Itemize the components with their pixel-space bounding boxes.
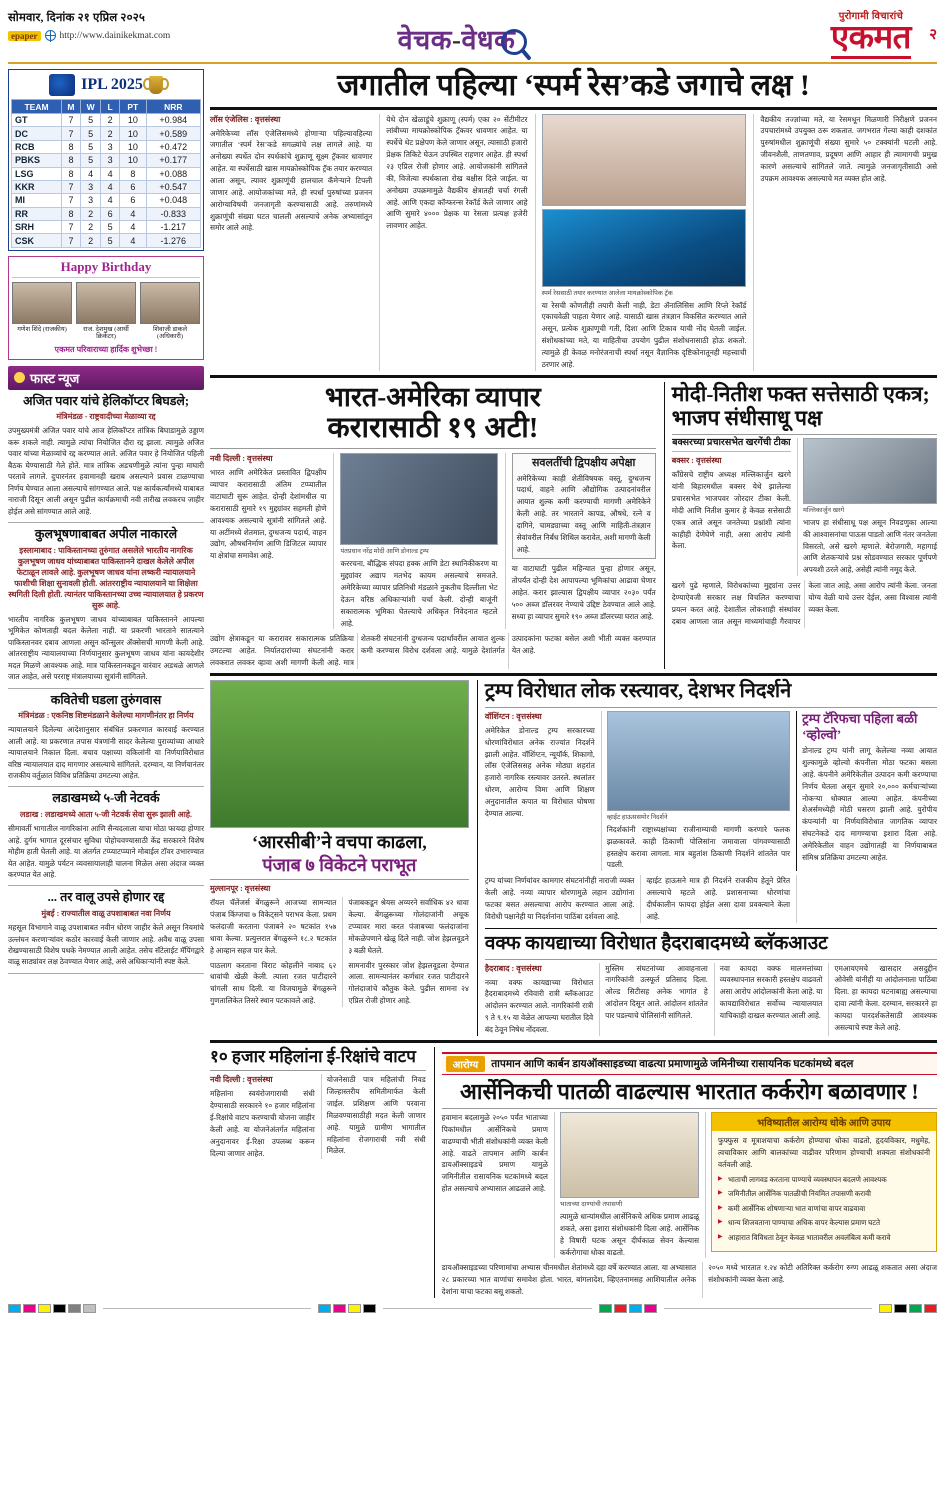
trade-sidebar <box>512 453 656 559</box>
table-row <box>12 167 201 180</box>
ipl-team: SRH <box>12 221 62 234</box>
fast-news-item-sub: मुंबई : राज्यातील वाळू उपशाबाबत नवा निर्णय <box>41 909 171 919</box>
ipl-team: KKR <box>12 180 62 193</box>
logo-underline <box>831 56 911 59</box>
fast-news-item-title: लडाखमध्ये ५-जी नेटवर्क <box>52 791 160 806</box>
article-arsenic <box>434 1047 937 1298</box>
photo-caption: मल्लिकार्जुन खरगे <box>802 506 845 514</box>
ipl-title: IPL 2025 <box>81 76 143 93</box>
ipl-nrr: -0.833 <box>146 207 200 220</box>
ipl-w: 5 <box>80 154 100 167</box>
colorbar-group-left <box>8 1304 96 1313</box>
divider <box>485 959 937 960</box>
headline-cricket-line2: पंजाब ७ विकेटने पराभूत <box>262 854 417 875</box>
photo-cricket-match <box>210 680 469 828</box>
article-paragraph: वैद्यकीय तज्ज्ञांच्या मते, या रेसमधून मिळणारी निरीक्षणे प्रजनन उपचारांमध्ये उपयुक्त ठरू शकतात. जगभरात गेल्या काही दशकांत पुरुषांमधील शुक्राणूंची संख्या सुमारे ५० टक्क्यांनी घटली आहे. जीवनशैली, ताणतणाव, प्रदूषण आणि आहार ही त्यामागची प्रमुख कारणे असल्याचे सांगितले जाते. त्यामुळे जनजागृतीसाठी असे उपक्रम आवश्यक असल्याचे मत व्यक्त होत आहे. <box>760 114 937 183</box>
photo-rice-grains <box>560 1112 699 1198</box>
ipl-col-pt: PT <box>120 100 147 114</box>
article-paragraph: नवा कायदा वक्फ मालमत्तांच्या व्यवस्थापनात सरकारी हस्तक्षेप वाढवतो असा आरोप आंदोलकांनी केला आहे. या कायद्याविरोधात सर्वोच्च न्यायालयात याचिकाही दाखल करण्यात आली आहे. <box>719 963 823 1020</box>
color-swatch <box>924 1304 937 1313</box>
headline-waqf: वक्फ कायद्याच्या विरोधात हैदराबादमध्ये ब्लॅकआउट <box>484 932 828 954</box>
trophy-icon <box>149 76 163 94</box>
headline-trump: ट्रम्प विरोधात लोक रस्त्यावर, देशभर निदर्शने <box>484 679 792 702</box>
table-row <box>12 194 201 207</box>
fast-news-item-sub: मंत्रिमंडळ - राष्ट्रवादीच्या मेळाव्या रद्द <box>56 412 156 422</box>
ipl-w: 2 <box>80 221 100 234</box>
ipl-w: 3 <box>80 180 100 193</box>
ipl-nrr: +0.984 <box>146 114 200 127</box>
list-item[interactable] <box>8 523 204 688</box>
list-item: ▶ जमिनीतील आर्सेनिक पातळीची नियमित तपासणी करावी <box>718 1189 930 1201</box>
ipl-pt: 4 <box>120 234 147 247</box>
health-tips-title: भविष्यातील आरोग्य धोके आणि उपाय <box>712 1113 936 1131</box>
section-title-dash: - <box>452 25 462 55</box>
ipl-pt: 4 <box>120 207 147 220</box>
page-content <box>8 69 937 1298</box>
color-swatch <box>53 1304 66 1313</box>
article-paragraph: योजनेसाठी पात्र महिलांची निवड जिल्हास्तरीय समितीमार्फत केली जाईल. प्रशिक्षण आणि परवाना मिळवण्यासाठीही मदत केली जाणार आहे. यामुळे ग्रामीण भागातील महिलांना रोजगाराची नवी संधी मिळेल. <box>326 1075 426 1156</box>
birthday-name: शिवाजी डाकले (अधिकारी) <box>152 325 188 341</box>
ipl-nrr: +0.048 <box>146 194 200 207</box>
color-swatch <box>599 1304 612 1313</box>
byline: नवी दिल्ली : वृत्तसंस्था <box>210 454 273 464</box>
color-swatch <box>318 1304 331 1313</box>
list-item: ▶ कमी आर्सेनिक शोषणाऱ्या भात वाणांचा वापर वाढवावा <box>718 1204 930 1216</box>
photo-white-house-protest <box>607 711 790 811</box>
ipl-nrr: +0.088 <box>146 167 200 180</box>
list-item[interactable] <box>8 886 204 974</box>
color-swatch <box>23 1304 36 1313</box>
ipl-team: LSG <box>12 167 62 180</box>
list-item <box>12 282 72 341</box>
ipl-header <box>11 72 201 99</box>
table-row <box>12 207 201 220</box>
article-paragraph: कररचना, बौद्धिक संपदा हक्क आणि डेटा स्थानिकीकरण या मुद्द्यांवर अद्याप मतभेद कायम असल्याचे समजते. अमेरिकेच्या व्यापार प्रतिनिधी मंडळाने नुकतीच दिल्लीला भेट देऊन वरिष्ठ अधिकाऱ्यांशी चर्चा केली. दोन्ही बाजूंनी सकारात्मक भूमिका घेतल्याचे अधिकृत निवेदनात म्हटले आहे. <box>340 559 498 628</box>
birthday-title: Happy Birthday <box>12 259 200 278</box>
arsenic-box-footer: २०५० मध्ये भारतात १.२४ कोटी अतिरिक्त कर्करोग रुग्ण आढळू शकतात असा अंदाज संशोधकांनी व्यक्त केला आहे. <box>708 1263 937 1285</box>
birthday-name: गणेश शिंदे (राजकीय) <box>17 325 67 333</box>
ipl-m: 7 <box>62 221 81 234</box>
divider <box>103 1308 311 1309</box>
article-paragraph: निदर्शकांनी राष्ट्राध्यक्षांच्या राजीनाम्याची मागणी करणारे फलक झळकावले. काही ठिकाणी पोलिसांना जमावाला पांगवण्यासाठी हस्तक्षेप करावा लागला. मात्र बहुतांश ठिकाणी निदर्शने शांततेत पार पडली. <box>606 824 791 870</box>
section-title <box>398 20 516 57</box>
article-paragraph: महिलांना स्वयंरोजगाराची संधी देण्यासाठी सरकारने १० हजार महिलांना ई-रिक्षांचे वाटप करण्याची योजना जाहीर केली आहे. या योजनेअंतर्गत महिलांना अनुदानावर ई-रिक्षा उपलब्ध करून दिल्या जाणार आहेत. <box>210 1089 315 1158</box>
ipl-logo-icon <box>49 74 75 96</box>
headline-trade-line1: भारत-अमेरिका व्यापार <box>324 381 541 412</box>
globe-icon <box>45 30 56 41</box>
article-india-us-trade <box>210 382 656 669</box>
article-waqf-blackout <box>485 933 937 1036</box>
table-row <box>12 234 201 247</box>
list-item: ▶ धान्य शिजवताना पाण्याचा अधिक वापर केल्यास प्रमाण घटते <box>718 1218 930 1230</box>
ipl-m: 8 <box>62 154 81 167</box>
epaper-url: http://www.dainikekmat.com <box>59 30 171 41</box>
list-item[interactable] <box>8 689 204 788</box>
ipl-l: 4 <box>101 180 120 193</box>
photo-caption: स्पर्म रेससाठी तयार करण्यात आलेला मायक्रोस्कोपिक ट्रॅक <box>541 289 673 297</box>
color-swatch <box>894 1304 907 1313</box>
ipl-w: 4 <box>80 167 100 180</box>
colorbar-group-mid2 <box>599 1304 657 1313</box>
byline: लॉस एंजेलिस : वृत्तसंस्था <box>210 114 281 124</box>
ipl-pt: 8 <box>120 167 147 180</box>
ipl-m: 7 <box>62 127 81 140</box>
birthday-name: राज. देशमुख (आर्थी क्रिकेटर) <box>83 325 129 341</box>
table-row <box>12 221 201 234</box>
color-swatch <box>879 1304 892 1313</box>
byline: हैदराबाद : वृत्तसंस्था <box>484 963 542 973</box>
headline-modi-nitish: मोदी-नितीश फक्त सत्तेसाठी एकत्र; भाजप संधीसाधू पक्ष <box>671 381 930 430</box>
divider <box>210 673 937 676</box>
publication-date: सोमवार, दिनांक २१ एप्रिल २०२५ <box>8 12 146 24</box>
page-number: २ <box>929 27 937 43</box>
article-e-rickshaw <box>210 1047 426 1298</box>
health-strip <box>442 1052 937 1075</box>
article-paragraph: या वाटाघाटी पुढील महिन्यात पुन्हा होणार असून, तोपर्यंत दोन्ही देश आपापल्या भूमिकांचा आढावा घेणार आहेत. करार झाल्यास द्विपक्षीय व्यापार २०३० पर्यंत ५०० अब्ज डॉलरवर नेण्याचे उद्दिष्ट ठेवण्यात आले आहे. सध्या हा व्यापार सुमारे १९० अब्ज डॉलरच्या घरात आहे. <box>511 564 656 621</box>
article-paragraph: हवामान बदलामुळे २०५० पर्यंत भाताच्या पिकांमधील आर्सेनिकचे प्रमाण वाढण्याची भीती संशोधकांनी व्यक्त केली आहे. वाढते तापमान आणि कार्बन डायऑक्साइडचे प्रमाण यामुळे जमिनीतील रासायनिक घटकांमध्ये बदल होत असल्याचे अभ्यासात आढळले आहे. <box>441 1113 548 1194</box>
divider <box>210 879 469 880</box>
photo-caption: व्हाईट हाऊससमोर निदर्शने <box>606 813 668 821</box>
article-paragraph: भाजप हा संधीसाधू पक्ष असून निवडणुका आल्या की आश्वासनांचा पाऊस पाडतो आणि नंतर जनतेला विसरतो, असे खरगे म्हणाले. बेरोजगारी, महागाई आणि शेतकऱ्यांचे प्रश्न सोडवण्यात सरकार पूर्णपणे अपयशी ठरले आहे, असेही त्यांनी नमूद केले. <box>802 517 937 575</box>
color-swatch <box>909 1304 922 1313</box>
article-lead-sperm-race <box>210 69 937 371</box>
page-title: जगातील पहिल्या ‘स्पर्म रेस’कडे जगाचे लक्ष ! <box>337 69 810 102</box>
color-swatch <box>363 1304 376 1313</box>
photo-caption: पंतप्रधान नरेंद्र मोदी आणि डोनाल्ड ट्रम्प <box>340 548 429 556</box>
article-paragraph: भारत आणि अमेरिकेत प्रस्तावित द्विपक्षीय व्यापार करारासाठी अंतिम टप्प्यातील वाटाघाटी सुरू आहेत. दोन्ही देशांमधील या करारासाठी सुमारे १९ मुद्द्यांवर सहमती होणे आवश्यक असल्याचे सूत्रांनी सांगितले आहे. या अटींमध्ये शेतमाल, दुग्धजन्य पदार्थ, वाहन उद्योग, औषधनिर्माण आणि डिजिटल व्यापार या क्षेत्रांचा समावेश आहे. <box>210 468 327 561</box>
section-title-part1: वेचक <box>397 25 453 55</box>
fast-news-item-sub: मंत्रिमंडळ : एकनिष्ठ शिष्टमंडळाने केलेल्या मागणीनंतर हा निर्णय <box>18 711 194 721</box>
fast-news-item-body: सीमावर्ती भागातील नागरिकांना आणि सैन्यदलाला याचा मोठा फायदा होणार आहे. दुर्गम भागात दूरसंचार सुविधा पोहोचवण्यासाठी केंद्र सरकारने विशेष मोहीम हाती घेतली आहे. या अंतर्गत टप्प्याटप्प्याने मोबाईल टॉवर उभारण्यात येत आहेत. यामुळे पर्यटन व्यवसायालाही चालना मिळेल असा अंदाज व्यक्त करण्यात येत आहे. <box>8 824 204 879</box>
list-item: ▶ आहारात विविधता ठेवून केवळ भातावरील अवलंबित्व कमी करावे <box>718 1233 930 1245</box>
trade-sidebar-body: अमेरिकेच्या काही शेतीविषयक वस्तू, दुग्धजन्य पदार्थ, वाहने आणि औद्योगिक उत्पादनांवरील आयात शुल्क कमी करण्याची मागणी अमेरिकेने केली आहे. तर भारताने कापड, औषधे, रत्ने व दागिने, चामड्याच्या वस्तू आणि माहिती-तंत्रज्ञान सेवांवरील निर्बंध शिथिल करावेत, अशी मागणी केली आहे. <box>516 473 651 554</box>
ipl-nrr: +0.177 <box>146 154 200 167</box>
divider <box>672 434 937 435</box>
photo-modi-trump <box>340 453 497 545</box>
masthead-tagline: पुरोगामी विचारांचे <box>838 11 904 22</box>
list-item[interactable] <box>8 390 204 523</box>
fast-news-item-body: महसूल विभागाने वाळू उपशाबाबत नवीन धोरण जाहीर केले असून नियमांचे उल्लंघन करणाऱ्यांवर कठोर कारवाई केली जाणार आहे. अवैध वाळू उपसा रोखण्यासाठी विशेष पथके नेमण्यात आली आहेत. तसेच सॅटेलाईट मॅपिंगद्वारे वाळू साठ्यांवर लक्ष ठेवण्यात येणार आहे, असे अधिकाऱ्यांनी स्पष्ट केले. <box>8 923 204 967</box>
divider <box>664 1308 872 1309</box>
color-swatch <box>8 1304 21 1313</box>
birthday-people <box>12 282 200 341</box>
birthday-footer: एकमत परिवाराच्या हार्दिक शुभेच्छा ! <box>54 344 158 354</box>
article-paragraph: मुस्लिम संघटनांच्या आवाहनाला नागरिकांनी उत्स्फूर्त प्रतिसाद दिला. ओल्ड सिटीसह अनेक भागांत हे आंदोलन दिसून आले. आंदोलन शांततेत पार पडल्याचे पोलिसांनी सांगितले. <box>605 963 708 1020</box>
fast-news-item-title: ... तर वालू उपसे होणार रद्द <box>47 890 165 905</box>
photo-kharge <box>803 438 937 504</box>
avatar <box>76 282 136 324</box>
divider <box>210 1040 937 1043</box>
ipl-m: 7 <box>62 114 81 127</box>
left-rail <box>8 69 204 1298</box>
article-paragraph: उद्योग क्षेत्राकडून या करारावर सकारात्मक प्रतिक्रिया उमटल्या आहेत. निर्यातदारांच्या संघटनांनी करार लवकरात लवकर व्हावा अशी मागणी केली आहे. मात्र शेतकरी संघटनांनी दुग्धजन्य पदार्थांवरील आयात शुल्क कमी करण्यास विरोध दर्शवला आहे. यामुळे देशांतर्गत उत्पादकांना फटका बसेल अशी भीती व्यक्त करण्यात येत आहे. <box>210 634 656 668</box>
ipl-col-m: M <box>62 100 81 114</box>
ipl-l: 5 <box>101 234 120 247</box>
main-column <box>210 69 937 1298</box>
list-item <box>140 282 200 341</box>
trade-sidebar-title: सवलतींची द्विपक्षीय अपेक्षा <box>531 457 636 470</box>
ipl-pt: 10 <box>120 114 147 127</box>
ipl-table <box>11 99 201 248</box>
section-banner <box>238 6 687 57</box>
article-paragraph: खरगे पुढे म्हणाले, विरोधकांच्या मुद्द्यांना उत्तर देण्याऐवजी सरकार लक्ष विचलित करण्याचा प्रयत्न करत आहे. देशातील लोकशाही संस्थांवर दबाव आणला जात असून माध्यमांचाही गैरवापर केला जात आहे, असा आरोप त्यांनी केला. जनता योग्य वेळी याचे उत्तर देईल, असा विश्वास त्यांनी व्यक्त केला. <box>671 581 937 626</box>
list-item: ▶ भाताची लागवड करताना पाण्याचे व्यवस्थापन बदलणे आवश्यक <box>718 1175 930 1187</box>
fast-news-item-sub: लडाख : लडाखमध्ये आता ५-जी नेटवर्क सेवा सुरू झाली आहे. <box>19 810 193 820</box>
colorbar-group-mid <box>318 1304 376 1313</box>
fast-news-item-title: अजित पवार यांचे हेलिकॉप्टर बिघडले; <box>22 393 190 408</box>
ipl-m: 8 <box>62 167 81 180</box>
fast-news-item-title: कवितेची घडला तुरुंगवास <box>50 692 162 707</box>
ipl-m: 8 <box>62 207 81 220</box>
article-modi-nitish <box>664 382 937 669</box>
ipl-l: 4 <box>101 194 120 207</box>
ipl-l: 6 <box>101 207 120 220</box>
article-paragraph: डोनाल्ड ट्रम्प यांनी लागू केलेल्या नव्या आयात शुल्कामुळे व्होल्वो कंपनीला मोठा फटका बसला आहे. कंपनीने अमेरिकेतील उत्पादन कमी करण्याचा निर्णय घेतला असून सुमारे २०,००० कर्मचाऱ्यांच्या नोकऱ्या धोक्यात आल्या आहेत. कंपनीच्या शेअर्समध्येही मोठी घसरण झाली आहे. युरोपीय कंपन्यांनी या निर्णयाविरोधात जागतिक व्यापार संघटनेकडे दाद मागण्याचा इशारा दिला आहे. अमेरिकेतील वाहन उद्योगातही या निर्णयाबाबत संमिश्र प्रतिक्रिया उमटल्या आहेत. <box>802 746 937 862</box>
ipl-w: 2 <box>80 207 100 220</box>
newspaper-logo: एकमत <box>830 20 911 56</box>
ipl-team: CSK <box>12 234 62 247</box>
colorbar-group-right <box>879 1304 937 1313</box>
color-swatch <box>68 1304 81 1313</box>
ipl-l: 5 <box>101 221 120 234</box>
ipl-team: MI <box>12 194 62 207</box>
divider <box>210 375 937 378</box>
ipl-col-w: W <box>80 100 100 114</box>
fast-news-header <box>8 366 204 390</box>
ipl-w: 5 <box>80 140 100 153</box>
fast-news-title: फास्ट न्यूज <box>30 370 80 386</box>
divider <box>383 1308 591 1309</box>
ipl-col-l: L <box>101 100 120 114</box>
article-trump-protests <box>477 680 937 1036</box>
article-paragraph: एमआयएमचे खासदार असदुद्दीन ओवेसी यांनीही या आंदोलनाला पाठिंबा दिला. हा कायदा घटनाबाह्य असल्याचा दावा त्यांनी केला. दरम्यान, सरकारने हा कायदा पारदर्शकतेसाठी आवश्यक असल्याचे स्पष्ट केले आहे. <box>834 963 937 1032</box>
ipl-pt: 6 <box>120 194 147 207</box>
divider <box>210 448 656 449</box>
ipl-nrr: -1.276 <box>146 234 200 247</box>
ipl-team: GT <box>12 114 62 127</box>
ipl-m: 8 <box>62 140 81 153</box>
fast-news-item-title: कुलभूषणाबाबत अपील नाकारले <box>34 527 178 542</box>
ipl-m: 7 <box>62 194 81 207</box>
ipl-pt: 10 <box>120 140 147 153</box>
byline: मुल्लानपूर : वृत्तसंस्था <box>210 884 271 894</box>
ipl-pt: 10 <box>120 127 147 140</box>
epaper-badge: epaper <box>8 31 41 41</box>
ipl-l: 3 <box>101 140 120 153</box>
article-paragraph: व्हाईट हाऊसने मात्र ही निदर्शने राजकीय हेतूने प्रेरित असल्याचे म्हटले आहे. प्रशासनाच्या धोरणांचा दीर्घकालीन फायदा होईल असा दावा प्रवक्त्याने केला आहे. <box>646 876 791 921</box>
byline: नवी दिल्ली : वृत्तसंस्था <box>210 1075 273 1085</box>
color-swatch <box>644 1304 657 1313</box>
headline-arsenic: आर्सेनिकची पातळी वाढल्यास भारतात कर्करोग बळावणार ! <box>460 1078 919 1104</box>
ipl-table-header-row <box>12 100 201 114</box>
print-registration-colorbar <box>8 1304 937 1313</box>
color-swatch <box>333 1304 346 1313</box>
ipl-m: 7 <box>62 234 81 247</box>
fast-news-item-body: उपमुख्यमंत्री अजित पवार यांचे आज हेलिकॉप्टर तांत्रिक बिघाडामुळे उड्डाण करू शकले नाही. त्यामुळे त्यांचा नियोजित दौरा रद्द झाला. त्यामुळे अजित पवार यांच्या मेळाव्यांचे रद्द करण्यात आले. अजित पवार हे नियोजित पहिली बैठक घेण्यासाठी गेले होते. मात्र तांत्रिक अडचणीमुळे त्यांना पुन्हा माघारी परतावे लागले. दुपारनंतर हवामानही खराब असल्याने प्रवास टाळण्याचा निर्णय घेण्यात आला असल्याचे सांगण्यात आले. पक्ष कार्यकर्त्यांमध्ये याबाबत नाराजी दिसून आली असून पुढील कार्यक्रमाची नवी तारीख लवकरच जाहीर होईल असे सांगण्यात आले आहे. <box>8 426 204 516</box>
fast-news-item-sub: इस्लामाबाद : पाकिस्तानच्या तुरुंगात असलेले भारतीय नागरिक कुलभूषण जाधव यांच्याबाबत पाकिस्तानने दाखल केलेले अपील फेटाळून लावले आहे. कुलभूषण जाधव यांना लष्करी न्यायालयाने फाशीची शिक्षा सुनावली होती. आंतरराष्ट्रीय न्यायालयाने या शिक्षेला स्थगिती दिली होती. त्यानंतर पाकिस्तानच्या उच्च न्यायालयात हे प्रकरण सुरू आहे. <box>8 545 204 610</box>
photo-sperm-track <box>542 209 747 287</box>
divider <box>210 1070 426 1071</box>
health-tips-box <box>711 1112 937 1252</box>
modi-sub-title: बक्सरच्या प्रचारसभेत खरगेंची टीका <box>672 438 791 452</box>
ipl-pt: 6 <box>120 180 147 193</box>
article-paragraph: अमेरिकेच्या लॉस एंजेलिसमध्ये होणाऱ्या पहिल्यावहिल्या जगातील ‘स्पर्म रेस’कडे सगळ्यांचे लक्ष लागले आहे. या अनोख्या स्पर्धेत दोन स्पर्धकांचे शुक्राणू सूक्ष्म ट्रॅकवर धावणार आहेत. या स्पर्धेसाठी खास मायक्रोस्कोपिक ट्रॅक तयार करण्यात आला असून, त्यावर शुक्राणूंची हालचाल कॅमेऱ्याने टिपली जाणार आहे. आयोजकांच्या मते, ही स्पर्धा पुरुषांच्या प्रजनन आरोग्याविषयी जनजागृती करण्यासाठी आहे. तरुणांमध्ये शुक्राणूंची संख्या घटत चालली असल्याचे अनेक अभ्यासांतून समोर आले आहे. <box>210 128 373 233</box>
color-swatch <box>83 1304 96 1313</box>
ipl-l: 4 <box>101 167 120 180</box>
ipl-m: 7 <box>62 180 81 193</box>
article-paragraph: ट्रम्प यांच्या निर्णयांवर कामगार संघटनांनीही नाराजी व्यक्त केली आहे. नव्या व्यापार धोरणामुळे लहान उद्योगांना फटका बसत असल्याचा आरोप करण्यात आला आहे. विरोधी पक्षानेही या निदर्शनांना पाठिंबा दर्शवला आहे. <box>484 876 635 921</box>
divider <box>442 1108 937 1109</box>
divider <box>485 707 937 708</box>
article-paragraph: पंजाबकडून श्रेयस अय्यरने सर्वाधिक ४२ धावा केल्या. बेंगळुरूच्या गोलंदाजांनी अचूक टप्प्यावर मारा करत पंजाबच्या फलंदाजांना मोकळेपणाने खेळू दिले नाही. जोश हेझलवूडने ३ बळी घेतले. <box>348 898 469 955</box>
table-row <box>12 180 201 193</box>
article-paragraph: त्यामुळे धान्यांमधील आर्सेनिकचे अधिक प्रमाण आढळू शकते, असा इशारा संशोधकांनी दिला आहे. आर्सेनिक हे विषारी घटक असून दीर्घकाळ सेवन केल्यास कर्करोगाचा धोका वाढतो. <box>559 1212 699 1257</box>
ipl-col-team: TEAM <box>12 100 62 114</box>
article-paragraph: रॉयल चॅलेंजर्स बेंगळुरूने आजच्या सामन्यात पंजाब किंग्जचा ७ विकेट्सने पराभव केला. प्रथम फलंदाजी करताना पंजाबने २० षटकांत १५७ धावा केल्या. प्रत्युत्तरात बेंगळुरूने १८.२ षटकांत हे आव्हान सहज पार केले. <box>210 898 337 955</box>
ipl-nrr: +0.547 <box>146 180 200 193</box>
section-title-part2: वेधक <box>461 25 516 55</box>
table-row <box>12 154 201 167</box>
photo-caption: भाताच्या दाण्यांची तपासणी <box>559 1201 623 1209</box>
ipl-w: 5 <box>80 114 100 127</box>
epaper-link[interactable] <box>8 30 238 41</box>
byline: बक्सर : वृत्तसंस्था <box>671 456 722 466</box>
health-tips-intro: फुफ्फुस व मूत्राशयाचा कर्करोग होण्याचा धोका वाढतो, हृदयविकार, मधुमेह, त्वचाविकार आणि बालकांच्या वाढीवर परिणाम होण्याची शक्यता संशोधकांनी वर्तवली आहे. <box>718 1136 930 1169</box>
byline: वॉशिंग्टन : वृत्तसंस्था <box>484 711 542 721</box>
masthead-left <box>8 6 238 41</box>
masthead <box>8 6 937 64</box>
ipl-points-table <box>8 69 204 251</box>
ipl-w: 2 <box>80 234 100 247</box>
fast-news-item-body: न्यायालयाने दिलेल्या आदेशानुसार संबंधित प्रकरणात कारवाई करण्यात आली आहे. या प्रकरणात तपास यंत्रणांनी सादर केलेल्या पुराव्यांच्या आधारे न्यायालयाने निकाल दिला. बचाव पक्षाच्या वकिलांनी या निर्णयाविरोधात वरिष्ठ न्यायालयात दाद मागणार असल्याचे सांगितले. दरम्यान, या निर्णयानंतर राजकीय वर्तुळात विविध प्रतिक्रिया उमटल्या आहेत. <box>8 725 204 780</box>
photo-sperm-race-people <box>542 114 747 206</box>
divider <box>210 107 937 110</box>
birthday-box <box>8 256 204 360</box>
ipl-nrr: +0.472 <box>146 140 200 153</box>
health-tips-list <box>718 1175 930 1245</box>
ipl-nrr: +0.589 <box>146 127 200 140</box>
table-row <box>12 127 201 140</box>
ipl-team: DC <box>12 127 62 140</box>
bullet-icon <box>14 372 25 383</box>
article-paragraph: डायऑक्साइडच्या परिणामांचा अभ्यास चीनमधील शेतांमध्ये दहा वर्षे करण्यात आला. या अभ्यासात २८ प्रकारच्या भात वाणांचा समावेश होता. भारत, बांगलादेश, व्हिएतनामसह आशियातील अनेक देशांना याचा फटका बसू शकतो. <box>441 1263 697 1297</box>
ipl-pt: 10 <box>120 154 147 167</box>
article-paragraph: अमेरिकेत डोनाल्ड ट्रम्प सरकारच्या धोरणांविरोधात अनेक राज्यांत निदर्शने झाली आहेत. वॉशिंग्टन, न्यूयॉर्क, शिकागो, लॉस एंजेलिससह अनेक मोठ्या शहरांत हजारो नागरिक रस्त्यावर उतरले. स्थलांतर धोरण, आरोग्य विमा आणि शिक्षण अनुदानातील कपात या विरोधात घोषणा देण्यात आल्या. <box>484 725 595 818</box>
color-swatch <box>348 1304 361 1313</box>
health-badge: आरोग्य <box>446 1056 486 1072</box>
ipl-nrr: -1.217 <box>146 221 200 234</box>
ipl-l: 3 <box>101 154 120 167</box>
ipl-w: 5 <box>80 127 100 140</box>
divider <box>485 928 937 929</box>
avatar <box>12 282 72 324</box>
headline-women-erickshaw: १० हजार महिलांना ई-रिक्षांचे वाटप <box>210 1046 416 1066</box>
article-paragraph: नव्या वक्फ कायद्याच्या विरोधात हैदराबादमध्ये रविवारी रात्री ब्लॅकआउट आंदोलन करण्यात आले. नागरिकांनी रात्री ९ ते ९.१५ या वेळेत आपल्या घरातील दिवे बंद ठेवून निषेध नोंदवला. <box>484 977 594 1034</box>
magnifier-icon <box>501 29 527 55</box>
table-row <box>12 140 201 153</box>
headline-cricket-line1: ‘आरसीबी’ने वचपा काढला, <box>251 831 427 852</box>
ipl-l: 2 <box>101 127 120 140</box>
ipl-col-nrr: NRR <box>146 100 200 114</box>
ipl-l: 2 <box>101 114 120 127</box>
article-paragraph: या रेसची कोणतीही तयारी केली नाही, डेटा ॲनालिसिस आणि रिप्ले रेकॉर्ड एकाचवेळी पाहता येणार आहे. यासाठी खास तंत्रज्ञान विकसित करण्यात आले असून, प्रत्येक शुक्राणूची गती, दिशा आणि टिकाव याची नोंद घेतली जाईल. संशोधकांच्या मते, या माहितीचा उपयोग पुढील संशोधनासाठी होऊ शकतो. त्यामुळे ही केवळ मनोरंजनाची स्पर्धा नसून वैज्ञानिक दृष्टिकोनातूनही महत्त्वाची ठरणार आहे. <box>541 300 747 369</box>
health-strip-text: तापमान आणि कार्बन डायऑक्साइडच्या वाढत्या प्रमाणामुळे जमिनीच्या रासायनिक घटकांमध्ये बदल <box>491 1058 854 1070</box>
ipl-team: PBKS <box>12 154 62 167</box>
list-item[interactable] <box>8 787 204 886</box>
ipl-w: 3 <box>80 194 100 207</box>
article-paragraph: पाठलाग करताना विराट कोहलीने नाबाद ६२ धावांची खेळी केली. त्याला रजत पाटीदारने चांगली साथ दिली. या विजयामुळे बेंगळुरूने गुणतालिकेत तिसरे स्थान पटकावले आहे. <box>210 960 337 1006</box>
table-row <box>12 114 201 127</box>
headline-volvo-sidebar: ट्रम्प टॅरिफचा पहिला बळी ‘व्होल्वो’ <box>802 710 918 742</box>
list-item <box>76 282 136 341</box>
article-paragraph: काँग्रेसचे राष्ट्रीय अध्यक्ष मल्लिकार्जुन खरगे यांनी बिहारमधील बक्सर येथे झालेल्या प्रचारसभेत भाजपवर जोरदार टीका केली. मोदी आणि नितीश कुमार हे केवळ सत्तेसाठी एकत्र आले असून जनतेच्या प्रश्नांशी त्यांना काहीही देणेघेणे नाही, असा आरोप त्यांनी केला. <box>671 470 791 551</box>
avatar <box>140 282 200 324</box>
color-swatch <box>629 1304 642 1313</box>
headline-trade-line2: करारासाठी १९ अटी! <box>327 411 539 444</box>
article-paragraph: येथे दोन खेळाडूंचे शुक्राणू (स्पर्म) एका २० सेंटीमीटर लांबीच्या मायक्रोस्कोपिक ट्रॅकवर धावणार आहेत. या स्पर्धेचे थेट प्रक्षेपण केले जाणार असून, त्यासाठी हजारो प्रेक्षक तिकिटे घेऊन उपस्थित राहणार आहेत. ही स्पर्धा २३ एप्रिल रोजी होणार आहे. आयोजकांनी सांगितले की, विजेत्या स्पर्धकाला रोख बक्षीस दिले जाईल. या अनोख्या उपक्रमामुळे वैद्यकीय क्षेत्रातही चर्चा रंगली आहे. आणि एकदा कॉन्फरन्स रेकॉर्ड केले जाणार आहे आणि सुमारे ४००० प्रेक्षक या रेसला प्रत्यक्ष हजेरी लावणार आहेत. <box>386 114 528 231</box>
article-rcb-punjab <box>210 680 469 1036</box>
fast-news-item-body: भारतीय नागरिक कुलभूषण जाधव यांच्याबाबत पाकिस्तानने आपल्या भूमिकेत कोणताही बदल केलेला नाही. या प्रकरणी भारताने सातत्याने पाकिस्तानवर दबाव आणला असून कॉन्सुलर ॲक्सेसची मागणी केली आहे. आंतरराष्ट्रीय न्यायालयाच्या निर्णयानुसार कुलभूषण जाधव यांना कायदेशीर मदत मिळणे आवश्यक आहे. मात्र पाकिस्तानकडून वारंवार अडथळे आणले जात आहेत, असे परराष्ट्र मंत्रालयाच्या सूत्रांनी सांगितले. <box>8 614 204 682</box>
masthead-right <box>687 6 937 59</box>
color-swatch <box>614 1304 627 1313</box>
ipl-team: RR <box>12 207 62 220</box>
ipl-pt: 4 <box>120 221 147 234</box>
article-paragraph: सामनावीर पुरस्कार जोश हेझलवूडला देण्यात आला. सामन्यानंतर कर्णधार रजत पाटीदारने गोलंदाजांचे कौतुक केले. पुढील सामना २४ एप्रिल रोजी होणार आहे. <box>348 960 469 1006</box>
ipl-team: RCB <box>12 140 62 153</box>
color-swatch <box>38 1304 51 1313</box>
